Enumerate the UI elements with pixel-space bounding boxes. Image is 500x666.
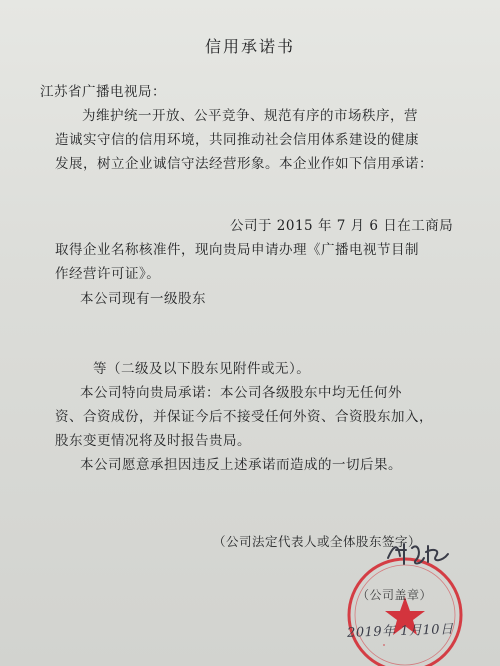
paragraph-6: 本公司愿意承担因违反上述承诺而造成的一切后果。 xyxy=(80,457,402,473)
addressee: 江苏省广播电视局： xyxy=(40,84,166,100)
handwritten-signature xyxy=(384,538,454,568)
document-title: 信用承诺书 xyxy=(204,37,295,56)
paragraph-5-line-1: 本公司特向贵局承诺：本公司各级股东中均无任何外 xyxy=(80,385,402,401)
signature-label: （公司法定代表人或全体股东签字） xyxy=(213,534,422,549)
paragraph-2-line-1: 公司于 2015 年 7 月 6 日在工商局 xyxy=(230,218,454,234)
paragraph-5-line-3: 股东变更情况将及时报告贵局。 xyxy=(55,433,251,449)
paragraph-5-line-2: 资、合资成份，并保证今后不接受任何外资、合资股东加入， xyxy=(55,409,433,425)
seal-label: （公司盖章） xyxy=(357,588,433,602)
paragraph-2-line-3: 作经营许可证》。 xyxy=(55,266,161,282)
paragraph-1-line-3: 发展，树立企业诚信守法经营形象。本企业作如下信用承诺： xyxy=(55,156,433,172)
handwritten-date: 2019年 1月10日 xyxy=(346,622,454,641)
paragraph-1-line-2: 造诚实守信的信用环境，共同推动社会信用体系建设的健康 xyxy=(55,132,419,148)
paragraph-4: 等（二级及以下股东见附件或无）。 xyxy=(93,361,311,377)
paragraph-3: 本公司现有一级股东 xyxy=(80,291,206,307)
paragraph-2-line-2: 取得企业名称核准件，现向贵局申请办理《广播电视节目制 xyxy=(55,242,419,258)
paragraph-1-line-1: 为维护统一开放、公平竞争、规范有序的市场秩序，营 xyxy=(82,108,418,124)
